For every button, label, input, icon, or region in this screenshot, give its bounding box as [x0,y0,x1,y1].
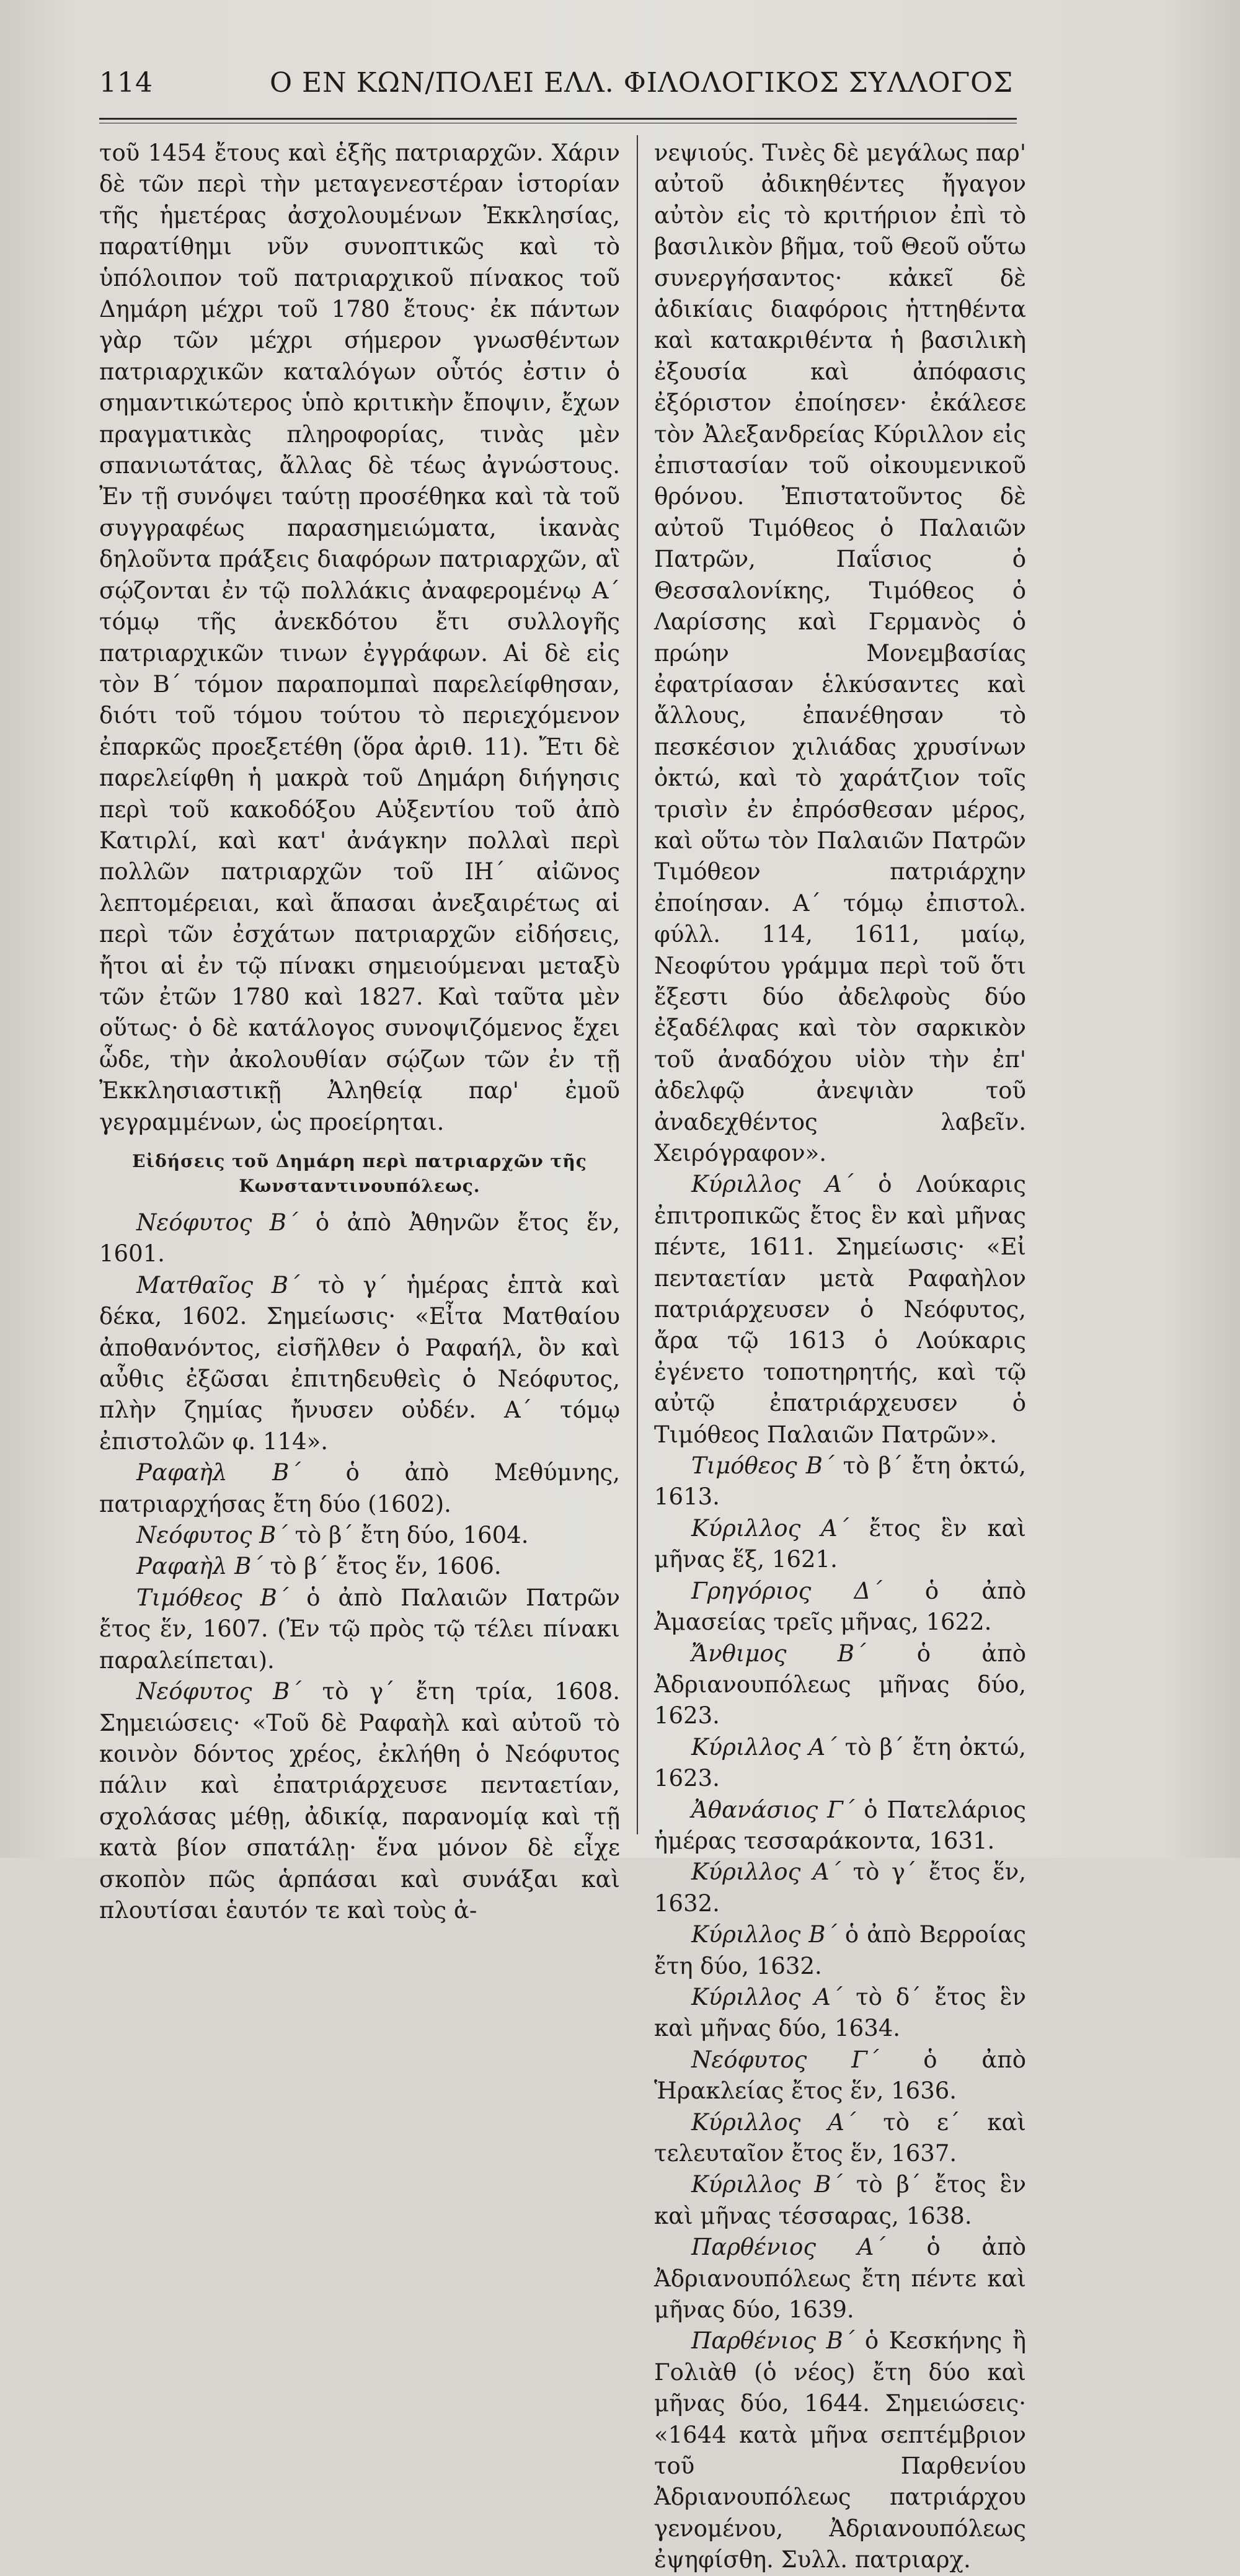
patriarch-name: Κύριλλος Β΄ [691,1921,837,1948]
patriarch-entry [654,1795,1026,1857]
patriarch-name: Ἄνθιμος Β΄ [691,1640,866,1667]
patriarch-name: Κύριλλος Α΄ [691,1983,843,2010]
left-entry-list [99,1207,620,1926]
patriarch-entry-text: τὸ β΄ ἔτη ὀκτώ, 1623. [654,1733,1026,1792]
patriarch-entry-text: τὸ γ΄ ἔτη τρία, 1608. Σημειώσεις· «Τοῦ δὲ Ραφαὴλ καὶ αὐτοῦ τὸ κοινὸν δόντος χρέος, ἐκλήθη ὁ Νεόφυτος πάλιν καὶ ἐπατριάρχευσε πενταετίαν, σχολάσας μέθῃ, ἀδικίᾳ, παρανομίᾳ καὶ τῇ κατὰ βίον σπατάλῃ· ἕνα μόνον δὲ εἶχε σκοπὸν πῶς ἁρπάσαι καὶ συνάξαι καὶ πλουτίσαι ἑαυτόν τε καὶ τοὺς ἀ- [99,1678,620,1924]
patriarch-entry-text: ὁ ἀπὸ Ἀμασείας τρεῖς μῆνας, 1622. [654,1577,1026,1636]
patriarch-entry [99,1676,620,1926]
patriarch-entry-text: τὸ ε΄ καὶ τελευταῖον ἔτος ἕν, 1637. [654,2108,1026,2167]
patriarch-entry [654,2169,1026,2232]
patriarch-entry [99,1520,620,1551]
page-number: 114 [99,67,153,99]
patriarch-entry-text: ὁ ἀπὸ Βερροίας ἔτη δύο, 1632. [654,1921,1026,1979]
patriarch-entry-text: τὸ γ΄ ἡμέρας ἑπτὰ καὶ δέκα, 1602. Σημείωσις· «Εἶτα Ματθαίου ἀποθανόντος, εἰσῆλθεν ὁ Ραφαήλ, ὃν καὶ αὖθις ἐξῶσαι ἐπιτηδευθεὶς ὁ Νεόφυτος, πλὴν ζημίας ἤνυσεν οὐδέν. Α΄ τόμῳ ἐπιστολῶν φ. 114». [99,1271,620,1455]
patriarch-name: Νεόφυτος Β΄ [136,1678,301,1705]
patriarch-entry-text: τὸ δ΄ ἔτος ἓν καὶ μῆνας δύο, 1634. [654,1983,1026,2042]
patriarch-entry [654,1857,1026,1919]
patriarch-entry-text: ὁ ἀπὸ Παλαιῶν Πατρῶν ἔτος ἕν, 1607. (Ἐν τῷ πρὸς τῷ τέλει πίνακι παραλείπεται). [99,1584,620,1674]
patriarch-name: Παρθένιος Β΄ [691,2327,855,2355]
patriarch-entry [654,1513,1026,1576]
left-column [99,138,620,1926]
patriarch-entry-text: τὸ β΄ ἔτη ὀκτώ, 1613. [654,1452,1026,1511]
patriarch-name: Νεόφυτος Β΄ [136,1522,288,1549]
patriarch-entry-text: ὁ ἀπὸ Μεθύμνης, πατριαρχήσας ἔτη δύο (1602). [99,1459,620,1517]
patriarch-entry-text: τὸ β΄ ἔτος ἕν, 1606. [262,1553,502,1580]
patriarch-entry-text: ὁ Πατελάριος ἡμέρας τεσσαράκοντα, 1631. [654,1796,1026,1854]
patriarch-entry [654,2107,1026,2170]
patriarch-entry [654,2325,1026,2575]
patriarch-entry [654,1638,1026,1732]
running-title: Ο ΕΝ ΚΩΝ/ΠΟΛΕΙ ΕΛΛ. ΦΙΛΟΛΟΓΙΚΟΣ ΣΥΛΛΟΓΟΣ [270,67,1014,99]
header-rule [99,118,1017,120]
patriarch-entry-text: τὸ β΄ ἔτος ἓν καὶ μῆνας τέσσαρας, 1638. [654,2171,1026,2229]
patriarch-entry [654,2232,1026,2325]
patriarch-entry [654,1982,1026,2045]
patriarch-name: Παρθένιος Α΄ [691,2234,885,2261]
patriarch-entry [99,1207,620,1270]
column-divider [637,135,638,1834]
patriarch-name: Γρηγόριος Δ΄ [691,1577,882,1604]
page-header [99,67,1017,110]
patriarch-entry [654,1576,1026,1638]
patriarch-entry [99,1457,620,1520]
patriarch-entry-text: ὁ ἀπὸ Ἡρακλείας ἔτος ἕν, 1636. [654,2046,1026,2105]
patriarch-name: Ραφαὴλ Β΄ [136,1459,301,1486]
patriarch-name: Ραφαὴλ Β΄ [136,1553,263,1580]
patriarch-entry-text: ἔτος ἓν καὶ μῆνας ἕξ, 1621. [654,1514,1026,1573]
continuation-paragraph: νεψιούς. Τινὲς δὲ μεγάλως παρ' αὐτοῦ ἀδικηθέντες ἤγαγον αὐτὸν εἰς τὸ κριτήριον ἐπὶ τὸ βασιλικὸν βῆμα, τοῦ Θεοῦ οὕτω συνεργήσαντος· κἀκεῖ δὲ ἀδικίαις διαφόροις ἡττηθέντα καὶ κατακριθέντα ἡ βασιλικὴ ἐξουσία καὶ ἀπόφασις ἐξόριστον ἐποίησεν· ἐκάλεσε τὸν Ἀλεξανδρείας Κύριλλον εἰς ἐπιστασίαν τοῦ οἰκουμενικοῦ θρόνου. Ἐπιστατοῦντος δὲ αὐτοῦ Τιμόθεος ὁ Παλαιῶν Πατρῶν, Παΐσιος ὁ Θεσσαλονίκης, Τιμόθεος ὁ Λαρίσσης καὶ Γερμανὸς ὁ πρώην Μονεμβασίας ἐφατρίασαν ἑλκύσαντες καὶ ἄλλους, ἐπανέθησαν τὸ πεσκέσιον χιλιάδας χρυσίνων ὀκτώ, καὶ τὸ χαράτζιον τοῖς τρισὶν ἐν ἐπρόσθεσαν μέρος, καὶ οὕτω τὸν Παλαιῶν Πατρῶν Τιμόθεον πατριάρχην ἐποίησαν. Α΄ τόμῳ ἐπιστολ. φύλλ. 114, 1611, μαίῳ, Νεοφύτου γράμμα περὶ τοῦ ὅτι ἔξεστι δύο ἀδελφοὺς δύο ἐξαδέλφας καὶ τὸν σαρκικὸν τοῦ ἀναδόχου υἱὸν τὴν ἐπ' ἀδελφῷ ἀνεψιὰν τοῦ ἀναδεχθέντος λαβεῖν. Χειρόγραφον». [654,140,1026,1166]
patriarch-entry [99,1551,620,1582]
patriarch-name: Κύριλλος Β΄ [691,2171,843,2198]
patriarch-entry-text: ὁ Κεσκήνης ἢ Γολιὰθ (ὁ νέος) ἔτη δύο καὶ μῆνας δύο, 1644. Σημειώσεις· «1644 κατὰ μῆνα σεπτέμβριον τοῦ Παρθενίου Ἀδριανουπόλεως πατριάρχου γενομένου, Ἀδριανουπόλεως ἐψηφίσθη. Συλλ. πατριαρχ. [654,2327,1026,2574]
patriarch-name: Νεόφυτος Β΄ [136,1209,298,1236]
patriarch-entry-text: ὁ ἀπὸ Ἀδριανουπόλεως ἔτη πέντε καὶ μῆνας δύο, 1639. [654,2234,1026,2324]
patriarch-name: Κύριλλος Α΄ [691,2108,856,2136]
patriarch-entry [99,1270,620,1457]
patriarch-entry [654,1919,1026,1982]
patriarch-entry-text: ὁ ἀπὸ Ἀδριανουπόλεως μῆνας δύο, 1623. [654,1640,1026,1730]
patriarch-entry [654,1450,1026,1513]
patriarch-entry-text: τὸ β΄ ἔτη δύο, 1604. [287,1522,529,1549]
patriarch-entry [654,1169,1026,1450]
patriarch-name: Ματθαῖος Β΄ [136,1271,300,1299]
intro-paragraph: τοῦ 1454 ἔτους καὶ ἑξῆς πατριαρχῶν. Χάριν δὲ τῶν περὶ τὴν μεταγενεστέραν ἱστορίαν τῆς ἡμετέρας ἀσχολουμένων Ἐκκλησίας, παρατίθημι νῦν συνοπτικῶς καὶ τὸ ὑπόλοιπον τοῦ πατριαρχικοῦ πίνακος τοῦ Δημάρη μέχρι τοῦ 1780 ἔτους· ἐκ πάντων γὰρ τῶν μέχρι σήμερον γνωσθέντων πατριαρχικῶν καταλόγων οὗτός ἐστιν ὁ σημαντικώτερος ὑπὸ κριτικὴν ἔποψιν, ἔχων πραγματικὰς πληροφορίας, τινὰς μὲν σπανιωτάτας, ἄλλας δὲ τέως ἀγνώστους. Ἐν τῇ συνόψει ταύτῃ προσέθηκα καὶ τὰ τοῦ συγγραφέως παρασημειώματα, ἱκανὰς δηλοῦντα πράξεις διαφόρων πατριαρχῶν, αἳ σῴζονται ἐν τῷ πολλάκις ἀναφερομένῳ Α΄ τόμῳ τῆς ἀνεκδότου ἔτι συλλογῆς πατριαρχικῶν τινων ἐγγράφων. Αἱ δὲ εἰς τὸν Β΄ τόμον παραπομπαὶ παρελείφθησαν, διότι τοῦ τόμου τούτου τὸ περιεχόμενον ἐπαρκῶς προεξετέθη (ὅρα ἀριθ. 11). Ἔτι δὲ παρελείφθη ἡ μακρὰ τοῦ Δημάρη διήγησις περὶ τοῦ κακοδόξου Αὐξεντίου τοῦ ἀπὸ Κατιρλί, καὶ κατ' ἀνάγκην πολλαὶ περὶ πολλῶν πατριαρχῶν τοῦ ΙΗ΄ αἰῶνος λεπτομέρειαι, καὶ ἅπασαι ἀνεξαιρέτως αἱ περὶ τῶν ἐσχάτων πατριαρχῶν εἰδήσεις, ἤτοι αἱ ἐν τῷ πίνακι σημειούμεναι μεταξὺ τῶν ἐτῶν 1780 καὶ 1827. Καὶ ταῦτα μὲν οὕτως· ὁ δὲ κατάλογος συνοψιζόμενος ἔχει ὧδε, τὴν ἀκολουθίαν σῴζων τῶν ἐν τῇ Ἐκκλησιαστικῇ Ἀληθείᾳ παρ' ἐμοῦ γεγραμμένων, ὡς προείρηται. [99,140,620,1135]
patriarch-entry [654,2045,1026,2107]
patriarch-name: Τιμόθεος Β΄ [691,1452,835,1480]
patriarch-name: Κύριλλος Α΄ [691,1859,841,1886]
right-entry-list [654,1169,1026,2575]
patriarch-name: Ἀθανάσιος Γ΄ [691,1796,855,1823]
patriarch-name: Τιμόθεος Β΄ [136,1584,289,1611]
patriarch-entry [654,1732,1026,1795]
patriarch-entry [99,1583,620,1676]
patriarch-name: Κύριλλος Α΄ [691,1171,854,1198]
patriarch-name: Κύριλλος Α΄ [691,1514,849,1542]
patriarch-entry-text: ὁ Λούκαρις ἐπιτροπικῶς ἔτος ἓν καὶ μῆνας πέντε, 1611. Σημείωσις· «Εἰ πενταετίαν μετὰ Ραφαὴλον πατριάρχευσεν ὁ Νεόφυτος, ἄρα τῷ 1613 ὁ Λούκαρις ἐγένετο τοποτηρητής, καὶ τῷ αὐτῷ ἐπατριάρχευσεν ὁ Τιμόθεος Παλαιῶν Πατρῶν». [654,1171,1026,1448]
section-heading: Εἰδήσεις τοῦ Δημάρη περὶ πατριαρχῶν τῆς Κωνσταντινουπόλεως. [132,1151,587,1196]
patriarch-name: Νεόφυτος Γ΄ [691,2046,879,2073]
patriarch-entry-text: τὸ γ΄ ἔτος ἕν, 1632. [654,1859,1026,1917]
patriarch-entry-text: ὁ ἀπὸ Ἀθηνῶν ἔτος ἕν, 1601. [99,1209,620,1268]
patriarch-name: Κύριλλος Α΄ [691,1733,837,1761]
right-column [654,138,1026,2576]
